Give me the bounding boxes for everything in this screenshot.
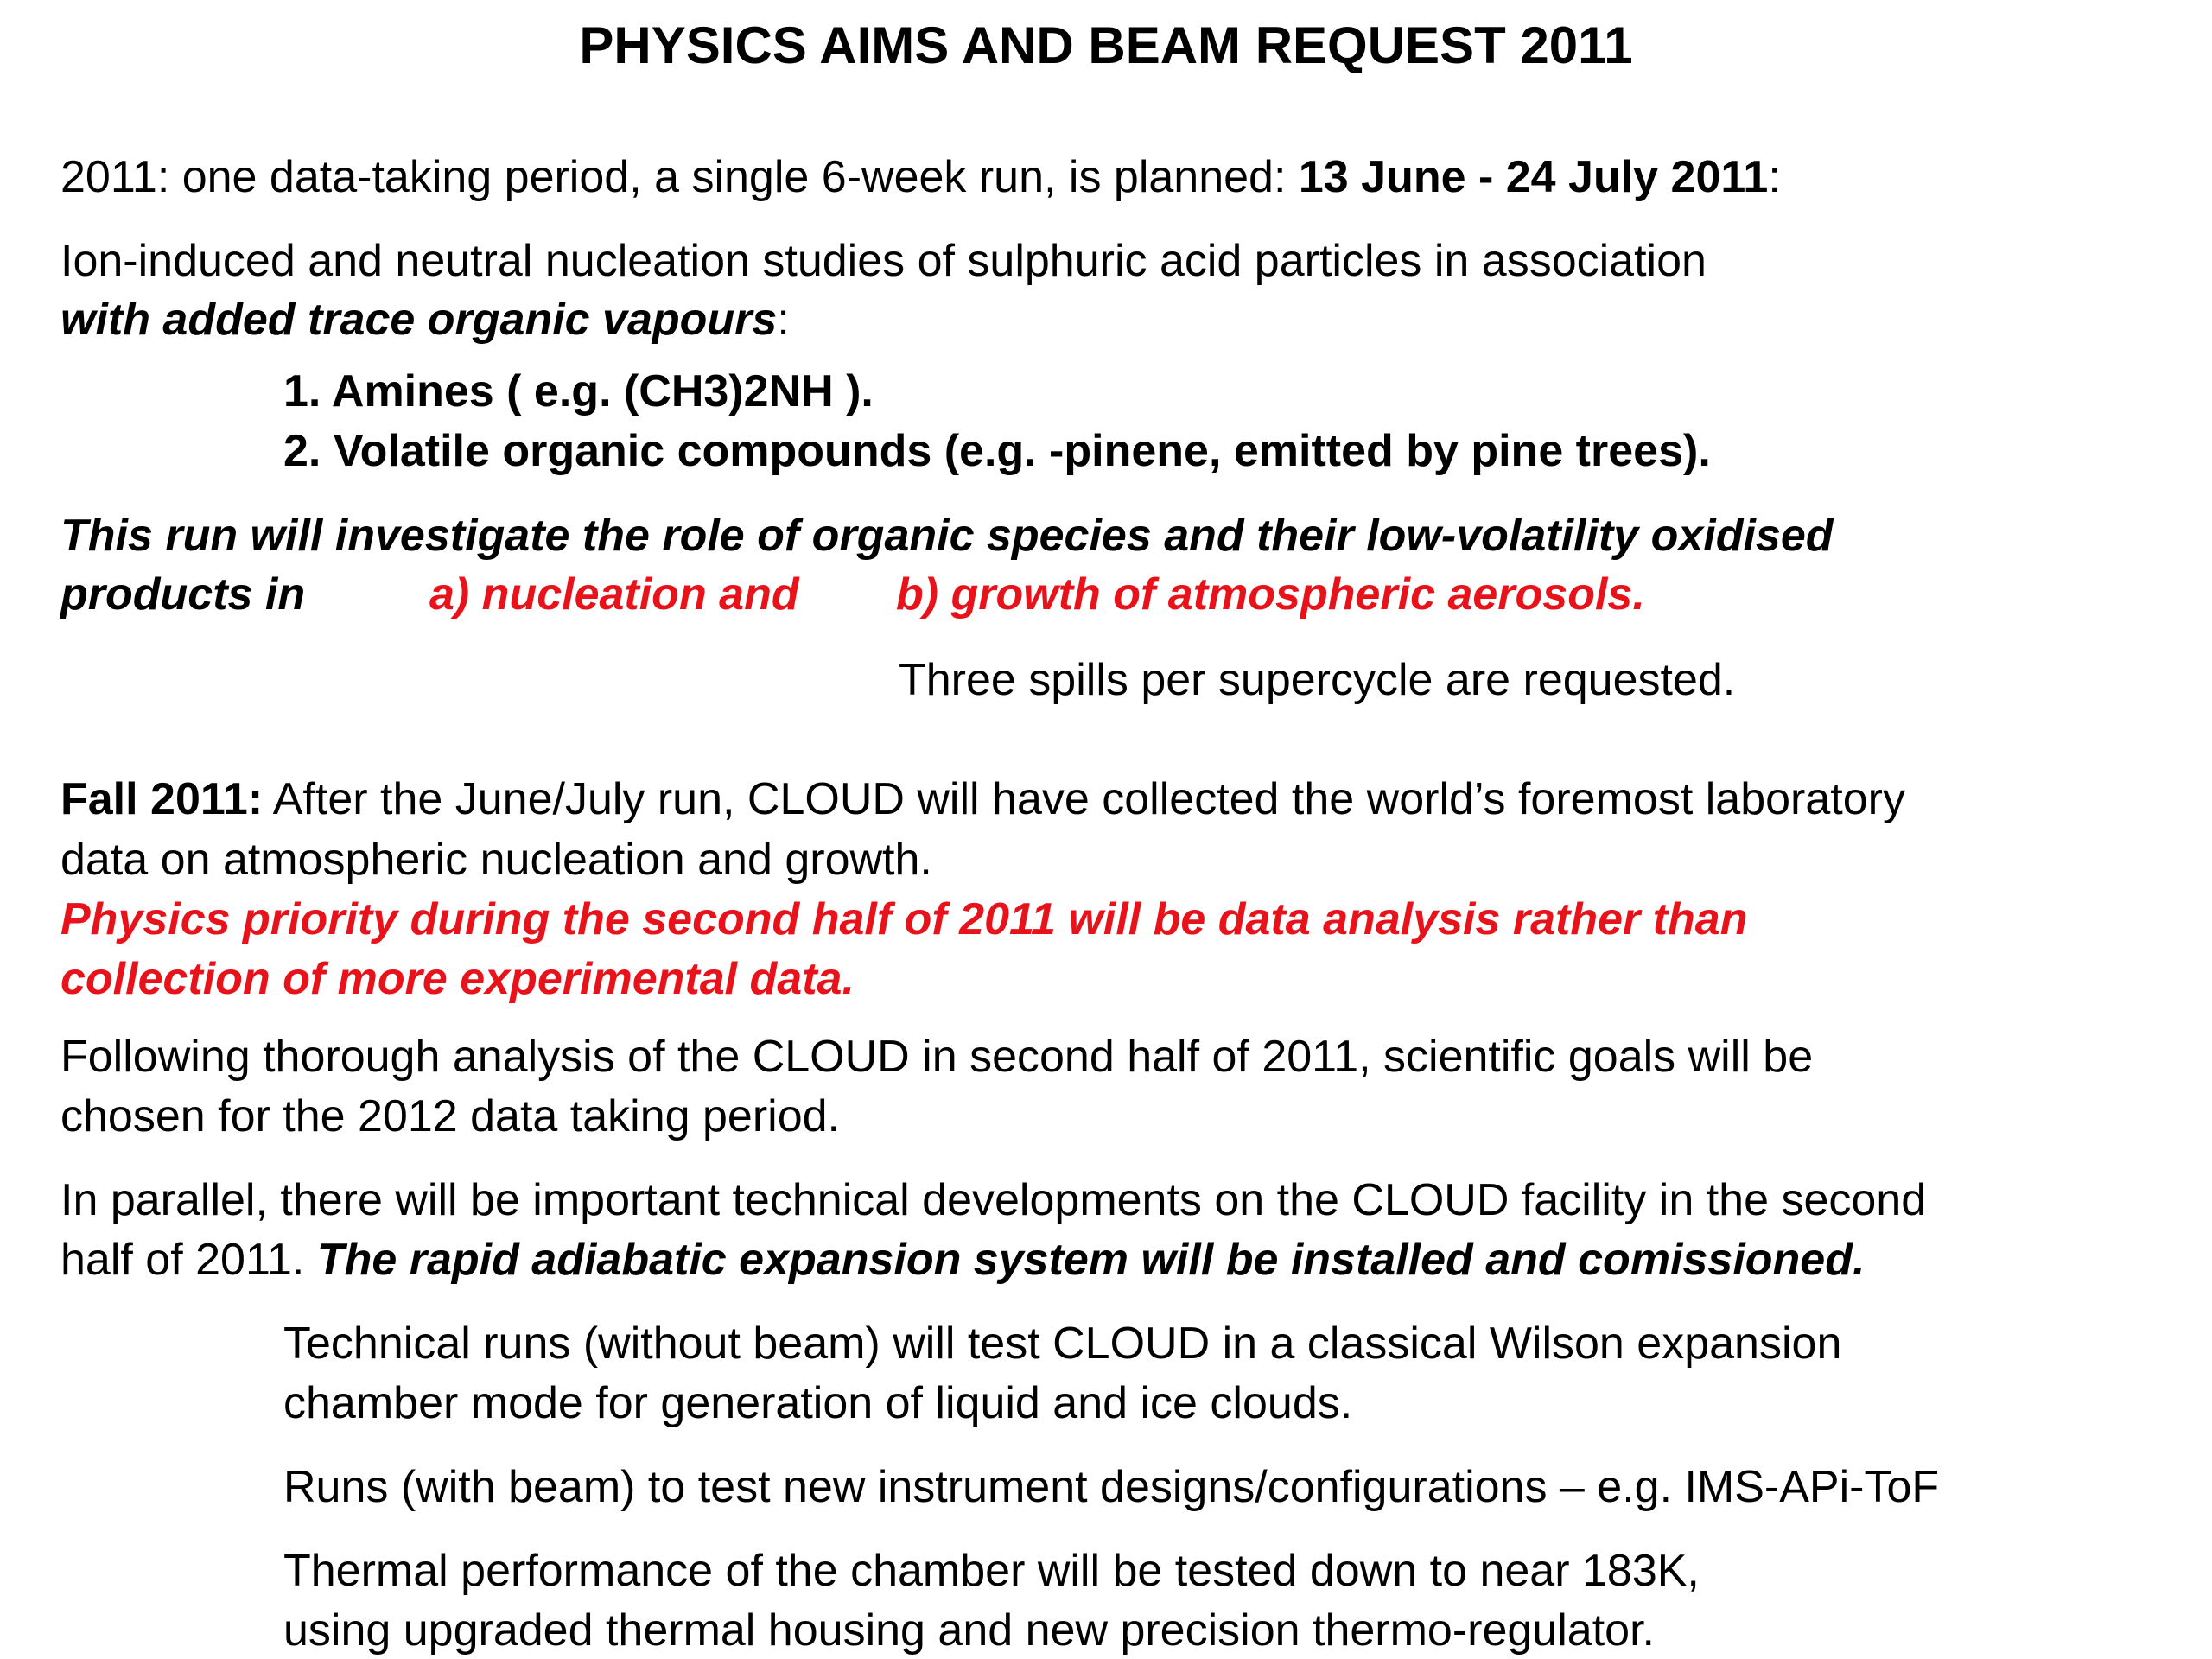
parallel-line-1: In parallel, there will be important technical developments on the CLOUD facility in the second [60, 1175, 1927, 1225]
spills-request: Three spills per supercycle are requested. [899, 655, 1736, 705]
intro-prefix: 2011: one data-taking period, a single 6-week run, is planned: [60, 152, 1299, 202]
following-line-2: chosen for the 2012 data taking period. [60, 1091, 840, 1141]
runs-line: Runs (with beam) to test new instrument designs/configurations – e.g. IMS-APi-ToF [283, 1462, 1940, 1512]
investigate-part-b: b) growth of atmospheric aerosols. [896, 569, 1645, 620]
investigate-line-2: products in [60, 569, 306, 620]
technical-line-1: Technical runs (without beam) will test CLOUD in a classical Wilson expansion [283, 1319, 1842, 1369]
fall-text: After the June/July run, CLOUD will have collected the world’s foremost laboratory [263, 774, 1905, 824]
fall-line-1 [60, 773, 1905, 825]
list-item-voc: 2. Volatile organic compounds (e.g. -pinene, emitted by pine trees). [283, 426, 1711, 476]
parallel-prefix: half of 2011. [60, 1235, 317, 1285]
following-line-1: Following thorough analysis of the CLOUD in second half of 2011, scientific goals will be [60, 1032, 1814, 1082]
fall-label: Fall 2011: [60, 774, 264, 824]
parallel-emphasis: The rapid adiabatic expansion system will be installed and comissioned. [316, 1235, 1866, 1285]
study-line-1: Ion-induced and neutral nucleation studies of sulphuric acid particles in association [60, 236, 1707, 286]
fall-line-2: data on atmospheric nucleation and growth. [60, 835, 932, 885]
run-dates: 13 June - 24 July 2011 [1298, 152, 1769, 202]
list-item-amines: 1. Amines ( e.g. (CH3)2NH ). [283, 366, 874, 416]
study-line-2 [60, 294, 790, 346]
thermal-line-1: Thermal performance of the chamber will be tested down to near 183K, [283, 1546, 1700, 1596]
study-emphasis: with added trace organic vapours [60, 295, 778, 345]
intro-suffix: : [1768, 152, 1781, 202]
priority-line-2: collection of more experimental data. [60, 954, 855, 1004]
thermal-line-2: using upgraded thermal housing and new precision thermo-regulator. [283, 1605, 1655, 1656]
technical-line-2: chamber mode for generation of liquid and ice clouds. [283, 1378, 1353, 1428]
parallel-line-2 [60, 1234, 1865, 1286]
intro-line [60, 151, 1781, 203]
investigate-part-a: a) nucleation and [429, 569, 799, 620]
study-suffix: : [777, 295, 790, 345]
page-title: PHYSICS AIMS AND BEAM REQUEST 2011 [579, 16, 1633, 74]
priority-line-1: Physics priority during the second half of 2011 will be data analysis rather than [60, 894, 1748, 944]
investigate-line-1: This run will investigate the role of organic species and their low-volatility oxidised [60, 511, 1834, 561]
